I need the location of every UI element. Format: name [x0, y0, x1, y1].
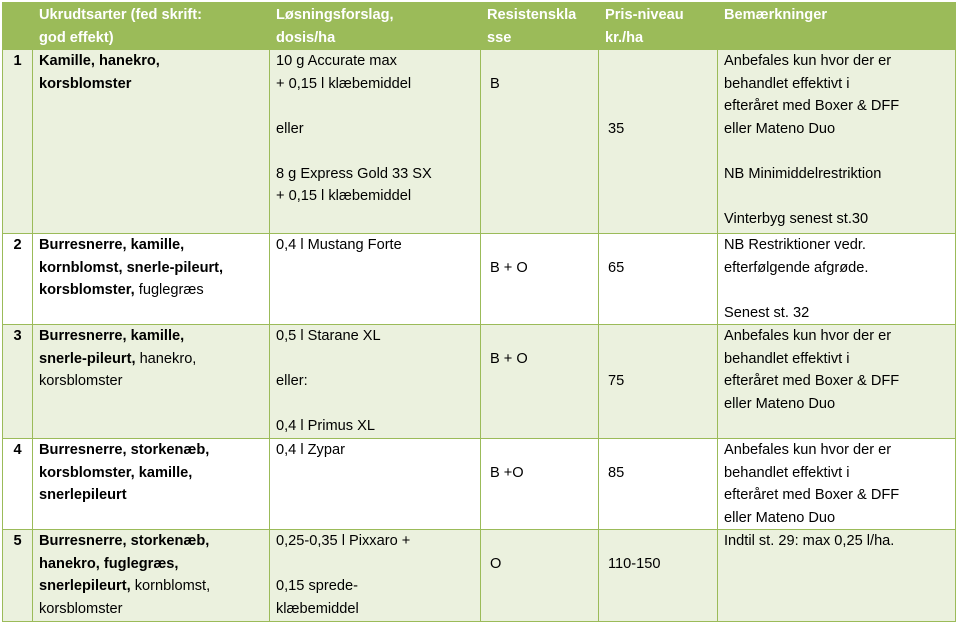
solution-cell	[270, 439, 481, 530]
price-value: 85	[608, 464, 625, 481]
remarks-line: behandlet effektivt i	[724, 75, 850, 92]
price-cell	[599, 439, 718, 530]
remarks-cell	[718, 439, 956, 530]
weed-species-line	[39, 279, 264, 302]
price-cell	[599, 234, 718, 325]
weed-species-bold: Burresnerre, storkenæb,	[39, 533, 210, 549]
solution-line	[276, 140, 475, 163]
solution-line: 0,4 l Mustang Forte	[276, 237, 402, 253]
resistance-cell	[481, 530, 599, 622]
remarks-line: eller Mateno Duo	[724, 395, 836, 412]
remarks-line	[724, 185, 950, 208]
header-resistance-line1: Resistenskla	[487, 7, 577, 23]
weed-species-normal: fuglegræs	[134, 282, 204, 298]
weed-species-bold: kornblomst, snerle-pileurt,	[39, 259, 224, 276]
weed-species-line	[39, 439, 264, 462]
weed-species-normal: kornblomst,	[130, 578, 211, 594]
weed-species-line	[39, 598, 264, 621]
header-weed-species-line2: god effekt)	[39, 29, 114, 46]
table-row	[3, 325, 956, 439]
row-number	[3, 325, 33, 439]
remarks-line: NB Minimiddelrestriktion	[724, 165, 882, 182]
remarks-line: Vinterbyg senest st.30	[724, 210, 869, 227]
header-solution-line2: dosis/ha	[276, 29, 336, 46]
remarks-line: efteråret med Boxer & DFF	[724, 373, 900, 389]
weed-species-line	[39, 553, 264, 576]
weed-species-bold: snerlepileurt	[39, 487, 127, 503]
remarks-line: Anbefales kun hvor der er	[724, 442, 892, 458]
weed-species-bold: hanekro, fuglegræs,	[39, 555, 179, 572]
header-solution-line1: Løsningsforslag,	[276, 7, 394, 23]
weed-species-normal: korsblomster	[39, 600, 123, 617]
weed-species-bold: korsblomster,	[39, 282, 135, 298]
remarks-line: behandlet effektivt i	[724, 350, 850, 367]
header-solution	[270, 3, 481, 50]
remarks-line: eller Mateno Duo	[724, 509, 836, 526]
weed-species-line	[39, 50, 264, 73]
remarks-cell	[718, 50, 956, 234]
price-cell	[599, 325, 718, 439]
remarks-line: Senest st. 32	[724, 304, 810, 321]
header-weed-species	[33, 3, 270, 50]
solution-line	[276, 393, 475, 416]
weed-species-line	[39, 234, 264, 257]
row-number	[3, 439, 33, 530]
remarks-line	[724, 279, 950, 302]
solution-line: + 0,15 l klæbemiddel	[276, 75, 412, 92]
solution-line	[276, 95, 475, 118]
weed-species-line	[39, 348, 264, 371]
table-row	[3, 234, 956, 325]
weed-species-bold: snerle-pileurt,	[39, 350, 136, 367]
solution-cell	[270, 234, 481, 325]
header-number	[3, 3, 33, 50]
resistance-value: B + O	[490, 259, 528, 276]
header-resistance	[481, 3, 599, 50]
header-weed-species-line1: Ukrudtsarter (fed skrift:	[39, 7, 202, 23]
resistance-value: O	[490, 555, 502, 572]
remarks-line: NB Restriktioner vedr.	[724, 237, 866, 253]
solution-line: 10 g Accurate max	[276, 53, 397, 69]
resistance-cell	[481, 50, 599, 234]
solution-line: 0,5 l Starane XL	[276, 328, 381, 344]
price-cell	[599, 530, 718, 622]
solution-cell	[270, 50, 481, 234]
weed-species-cell	[33, 50, 270, 234]
weed-species-normal: hanekro,	[135, 350, 197, 367]
remarks-cell	[718, 325, 956, 439]
weed-species-bold: Burresnerre, kamille,	[39, 328, 185, 344]
header-price	[599, 3, 718, 50]
row-number-text: 3	[13, 328, 22, 344]
weed-species-line	[39, 530, 264, 553]
price-value: 110-150	[608, 555, 661, 572]
header-resistance-line2: sse	[487, 29, 512, 46]
resistance-cell	[481, 439, 599, 530]
remarks-cell	[718, 530, 956, 622]
row-number-text: 4	[13, 442, 22, 458]
weed-species-bold: Kamille, hanekro,	[39, 53, 160, 69]
weed-species-cell	[33, 234, 270, 325]
row-number-text: 5	[13, 533, 22, 549]
row-number	[3, 50, 33, 234]
solution-line: 0,15 sprede-	[276, 578, 358, 594]
remarks-cell	[718, 234, 956, 325]
solution-line: eller:	[276, 373, 308, 389]
table-row	[3, 50, 956, 234]
herbicide-table	[2, 2, 956, 622]
header-row	[3, 3, 956, 50]
weed-species-cell	[33, 325, 270, 439]
table-row	[3, 530, 956, 622]
weed-species-cell	[33, 530, 270, 622]
resistance-value: B + O	[490, 350, 528, 367]
header-remarks	[718, 3, 956, 50]
remarks-line: efterfølgende afgrøde.	[724, 259, 869, 276]
solution-line: 0,4 l Zypar	[276, 442, 345, 458]
remarks-line: efteråret med Boxer & DFF	[724, 487, 900, 503]
price-value: 75	[608, 373, 625, 389]
remarks-line: eller Mateno Duo	[724, 120, 836, 137]
resistance-cell	[481, 325, 599, 439]
solution-line: klæbemiddel	[276, 600, 359, 617]
remarks-line: Anbefales kun hvor der er	[724, 53, 892, 69]
solution-line: + 0,15 l klæbemiddel	[276, 188, 412, 204]
remarks-line: Anbefales kun hvor der er	[724, 328, 892, 344]
price-value: 65	[608, 259, 625, 276]
weed-species-bold: Burresnerre, kamille,	[39, 237, 185, 253]
solution-line: eller	[276, 120, 304, 137]
header-remarks-line1: Bemærkninger	[724, 7, 827, 23]
row-number-text: 2	[13, 237, 22, 253]
solution-line: 0,4 l Primus XL	[276, 418, 375, 434]
weed-species-line	[39, 257, 264, 280]
remarks-line	[724, 140, 950, 163]
price-cell	[599, 50, 718, 234]
weed-species-bold: snerlepileurt,	[39, 578, 131, 594]
weed-species-bold: korsblomster	[39, 75, 132, 92]
weed-species-line	[39, 484, 264, 507]
header-price-line2: kr./ha	[605, 29, 644, 46]
remarks-line: efteråret med Boxer & DFF	[724, 98, 900, 114]
resistance-value: B +O	[490, 464, 524, 481]
weed-species-line	[39, 73, 264, 96]
remarks-line: behandlet effektivt i	[724, 464, 850, 481]
weed-species-line	[39, 462, 264, 485]
weed-species-bold: korsblomster, kamille,	[39, 464, 193, 481]
row-number-text: 1	[13, 53, 22, 69]
weed-species-bold: Burresnerre, storkenæb,	[39, 442, 210, 458]
row-number	[3, 234, 33, 325]
weed-species-normal: korsblomster	[39, 373, 123, 389]
header-price-line1: Pris-niveau	[605, 7, 684, 23]
solution-line	[276, 348, 475, 371]
price-value: 35	[608, 120, 625, 137]
solution-line: 8 g Express Gold 33 SX	[276, 165, 432, 182]
row-number	[3, 530, 33, 622]
weed-species-line	[39, 370, 264, 393]
solution-line	[276, 553, 475, 576]
weed-species-cell	[33, 439, 270, 530]
table-row	[3, 439, 956, 530]
solution-cell	[270, 530, 481, 622]
weed-species-line	[39, 575, 264, 598]
solution-cell	[270, 325, 481, 439]
resistance-cell	[481, 234, 599, 325]
weed-species-line	[39, 325, 264, 348]
remarks-line: Indtil st. 29: max 0,25 l/ha.	[724, 533, 895, 549]
solution-line: 0,25-0,35 l Pixxaro +	[276, 533, 411, 549]
resistance-value: B	[490, 75, 500, 92]
